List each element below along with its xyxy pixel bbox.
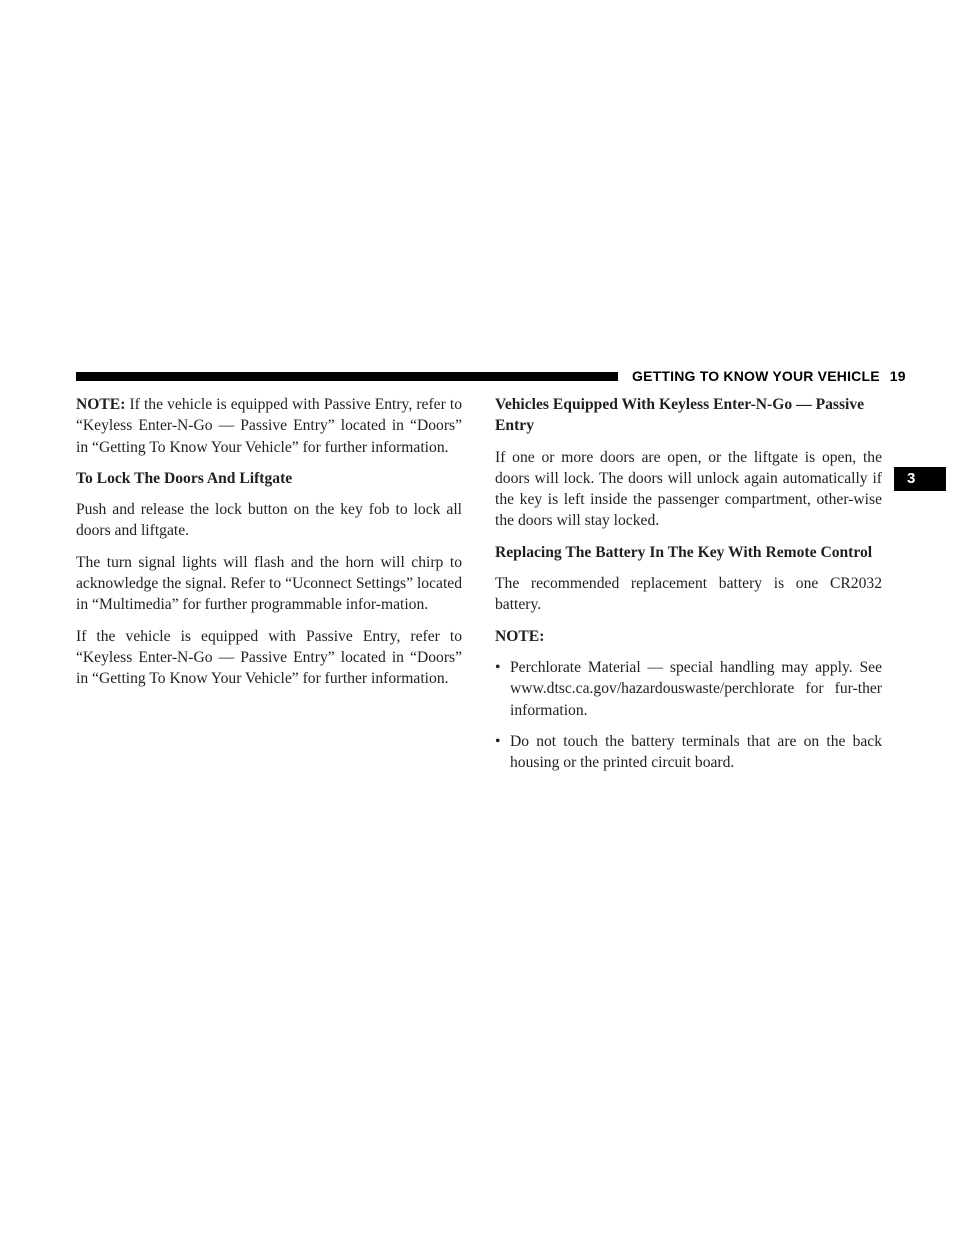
list-item (495, 657, 882, 721)
keyless-paragraph: If one or more doors are open, or the liftgate is open, the doors will lock. The doors will unlock again automatically if the key is left inside the passenger compartment, other-wise the doors will stay locked. (495, 448, 882, 530)
lock-paragraph-2: The turn signal lights will flash and the horn will chirp to acknowledge the signal. Refer to “Uconnect Settings” located in “Multimedia” for further programmable infor-mation. (76, 553, 462, 614)
keyless-heading: Vehicles Equipped With Keyless Enter-N-Go — Passive Entry (495, 396, 865, 435)
list-item (495, 731, 882, 774)
note-label: NOTE: (76, 396, 126, 413)
lock-doors-heading: To Lock The Doors And Liftgate (76, 469, 293, 487)
page-number: 19 (889, 368, 906, 384)
battery-note-label: NOTE: (495, 627, 545, 645)
lock-paragraph-3: If the vehicle is equipped with Passive Entry, refer to “Keyless Enter-N-Go — Passive Entry” located in “Doors” in “Getting To Know Your Vehicle” for further information. (76, 627, 462, 688)
chapter-tab[interactable]: 3 (894, 467, 946, 491)
note-text: If the vehicle is equipped with Passive Entry, refer to “Keyless Enter-N-Go — Passive Entry” located in “Doors” in “Getting To Know Your Vehicle” for further information. (76, 396, 462, 456)
note-paragraph (76, 394, 462, 458)
header-rule (76, 372, 618, 381)
note-list (495, 657, 882, 773)
section-title: GETTING TO KNOW YOUR VEHICLE (632, 368, 880, 384)
battery-heading: Replacing The Battery In The Key With Remote Control (495, 543, 873, 561)
left-column (76, 394, 462, 700)
list-item-text: Do not touch the battery terminals that are on the back housing or the printed circuit board. (510, 732, 882, 772)
bullet-icon: • (495, 658, 501, 676)
right-column (495, 394, 882, 783)
lock-paragraph-1: Push and release the lock button on the key fob to lock all doors and liftgate. (76, 501, 462, 540)
battery-paragraph: The recommended replacement battery is one CR2032 battery. (495, 575, 882, 614)
bullet-icon: • (495, 732, 501, 750)
list-item-text: Perchlorate Material — special handling may apply. See www.dtsc.ca.gov/hazardouswaste/perchlorate for fur-ther information. (510, 658, 882, 719)
running-header (632, 368, 906, 384)
